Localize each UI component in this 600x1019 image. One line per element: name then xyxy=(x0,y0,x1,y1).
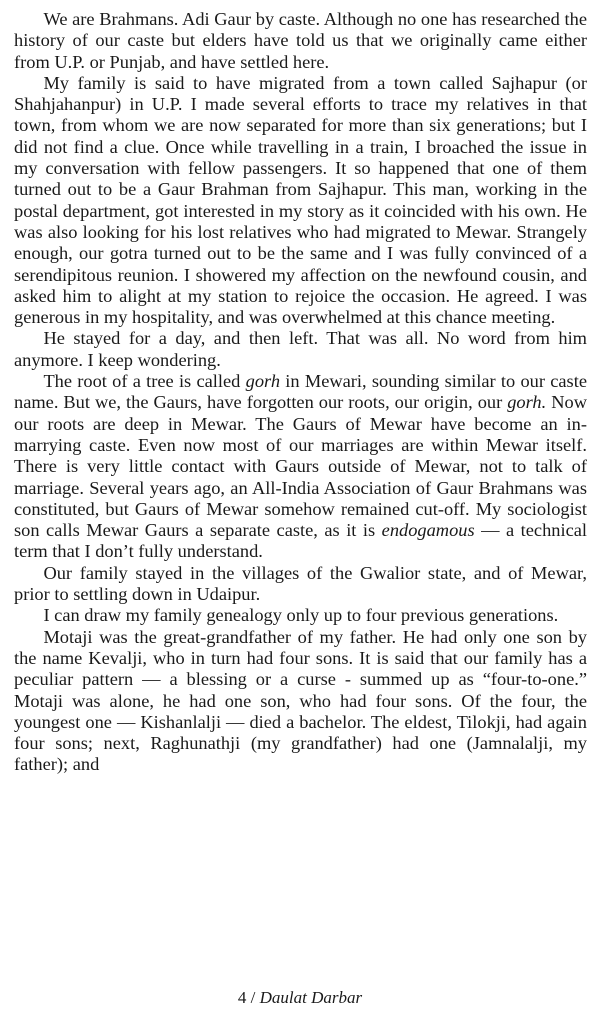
italic-term: gorh. xyxy=(507,392,547,413)
page-text xyxy=(14,9,587,776)
text-run: The root of a tree is called xyxy=(43,371,246,392)
paragraph xyxy=(14,9,587,73)
text-run: I can draw my family genealogy only up to four previous generations. xyxy=(43,605,559,626)
italic-term: gorh xyxy=(245,371,281,392)
page-footer xyxy=(0,988,600,1008)
paragraph xyxy=(14,627,587,776)
text-run: Motaji was the great-grandfather of my father. He had only one son by the name Kevalji, who in turn had four sons. It is said that our family has a peculiar pattern — a blessing or a curse - summed up as “four-to-one.” Motaji was alone, he had one son, who had four sons. Of the four, the youngest one — Kishanlalji — died a bachelor. The eldest, Tilokji, had again four sons; next, Raghunathji (my grandfather) had one (Jamnalalji, my father); and xyxy=(14,626,587,775)
paragraph xyxy=(14,563,587,606)
book-title: Daulat Darbar xyxy=(259,988,363,1007)
text-run: He stayed for a day, and then left. That was all. No word from him anymore. I keep wondering. xyxy=(14,328,587,370)
text-run: We are Brahmans. Adi Gaur by caste. Although no one has researched the history of our caste but elders have told us that we originally came either from U.P. or Punjab, and have settled here. xyxy=(14,9,587,72)
text-run: My family is said to have migrated from a town called Sajhapur (or Shahjahanpur) in U.P. I made several efforts to trace my relatives in that town, from whom we are now separated for more than six generations; but I did not find a clue. Once while travelling in a train, I broached the issue in my conversation with fellow passengers. It so happened that one of them turned out to be a Gaur Brahman from Sajhapur. This man, working in the postal department, got interested in my story as it coincided with his own. He was also looking for his lost relatives who had migrated to Mewar. Strangely enough, our gotra turned out to be the same and I was fully convinced of a serendipitous reunion. I showered my affection on the newfound cousin, and asked him to alight at my station to rejoice the occasion. He agreed. I was generous in my hospitality, and was overwhelmed at this chance meeting. xyxy=(14,72,587,328)
page-number: 4 / xyxy=(237,988,256,1007)
text-run: in Mewari, sounding similar to our caste name. But we, the Gaurs, have forgotten our roots, our origin, our xyxy=(14,371,587,413)
text-run: Our family stayed in the villages of the Gwalior state, and of Mewar, prior to settling down in Udaipur. xyxy=(14,562,587,605)
paragraph xyxy=(14,73,587,329)
paragraph xyxy=(14,371,587,563)
italic-term: endogamous xyxy=(381,520,475,541)
text-run: Now our roots are deep in Mewar. The Gaurs of Mewar have become an in-marrying caste. Even now most of our marriages are within Mewar itself. There is very little contact with Gaurs outside of Mewar, not to talk of marriage. Several years ago, an All-India Association of Gaur Brahmans was constituted, but Gaurs of Mewar somehow remained cut-off. My sociologist son calls Mewar Gaurs a separate caste, as it is xyxy=(14,392,587,541)
paragraph xyxy=(14,605,587,626)
text-run: — a technical term that I don’t fully understand. xyxy=(14,520,587,562)
paragraph xyxy=(14,328,587,371)
